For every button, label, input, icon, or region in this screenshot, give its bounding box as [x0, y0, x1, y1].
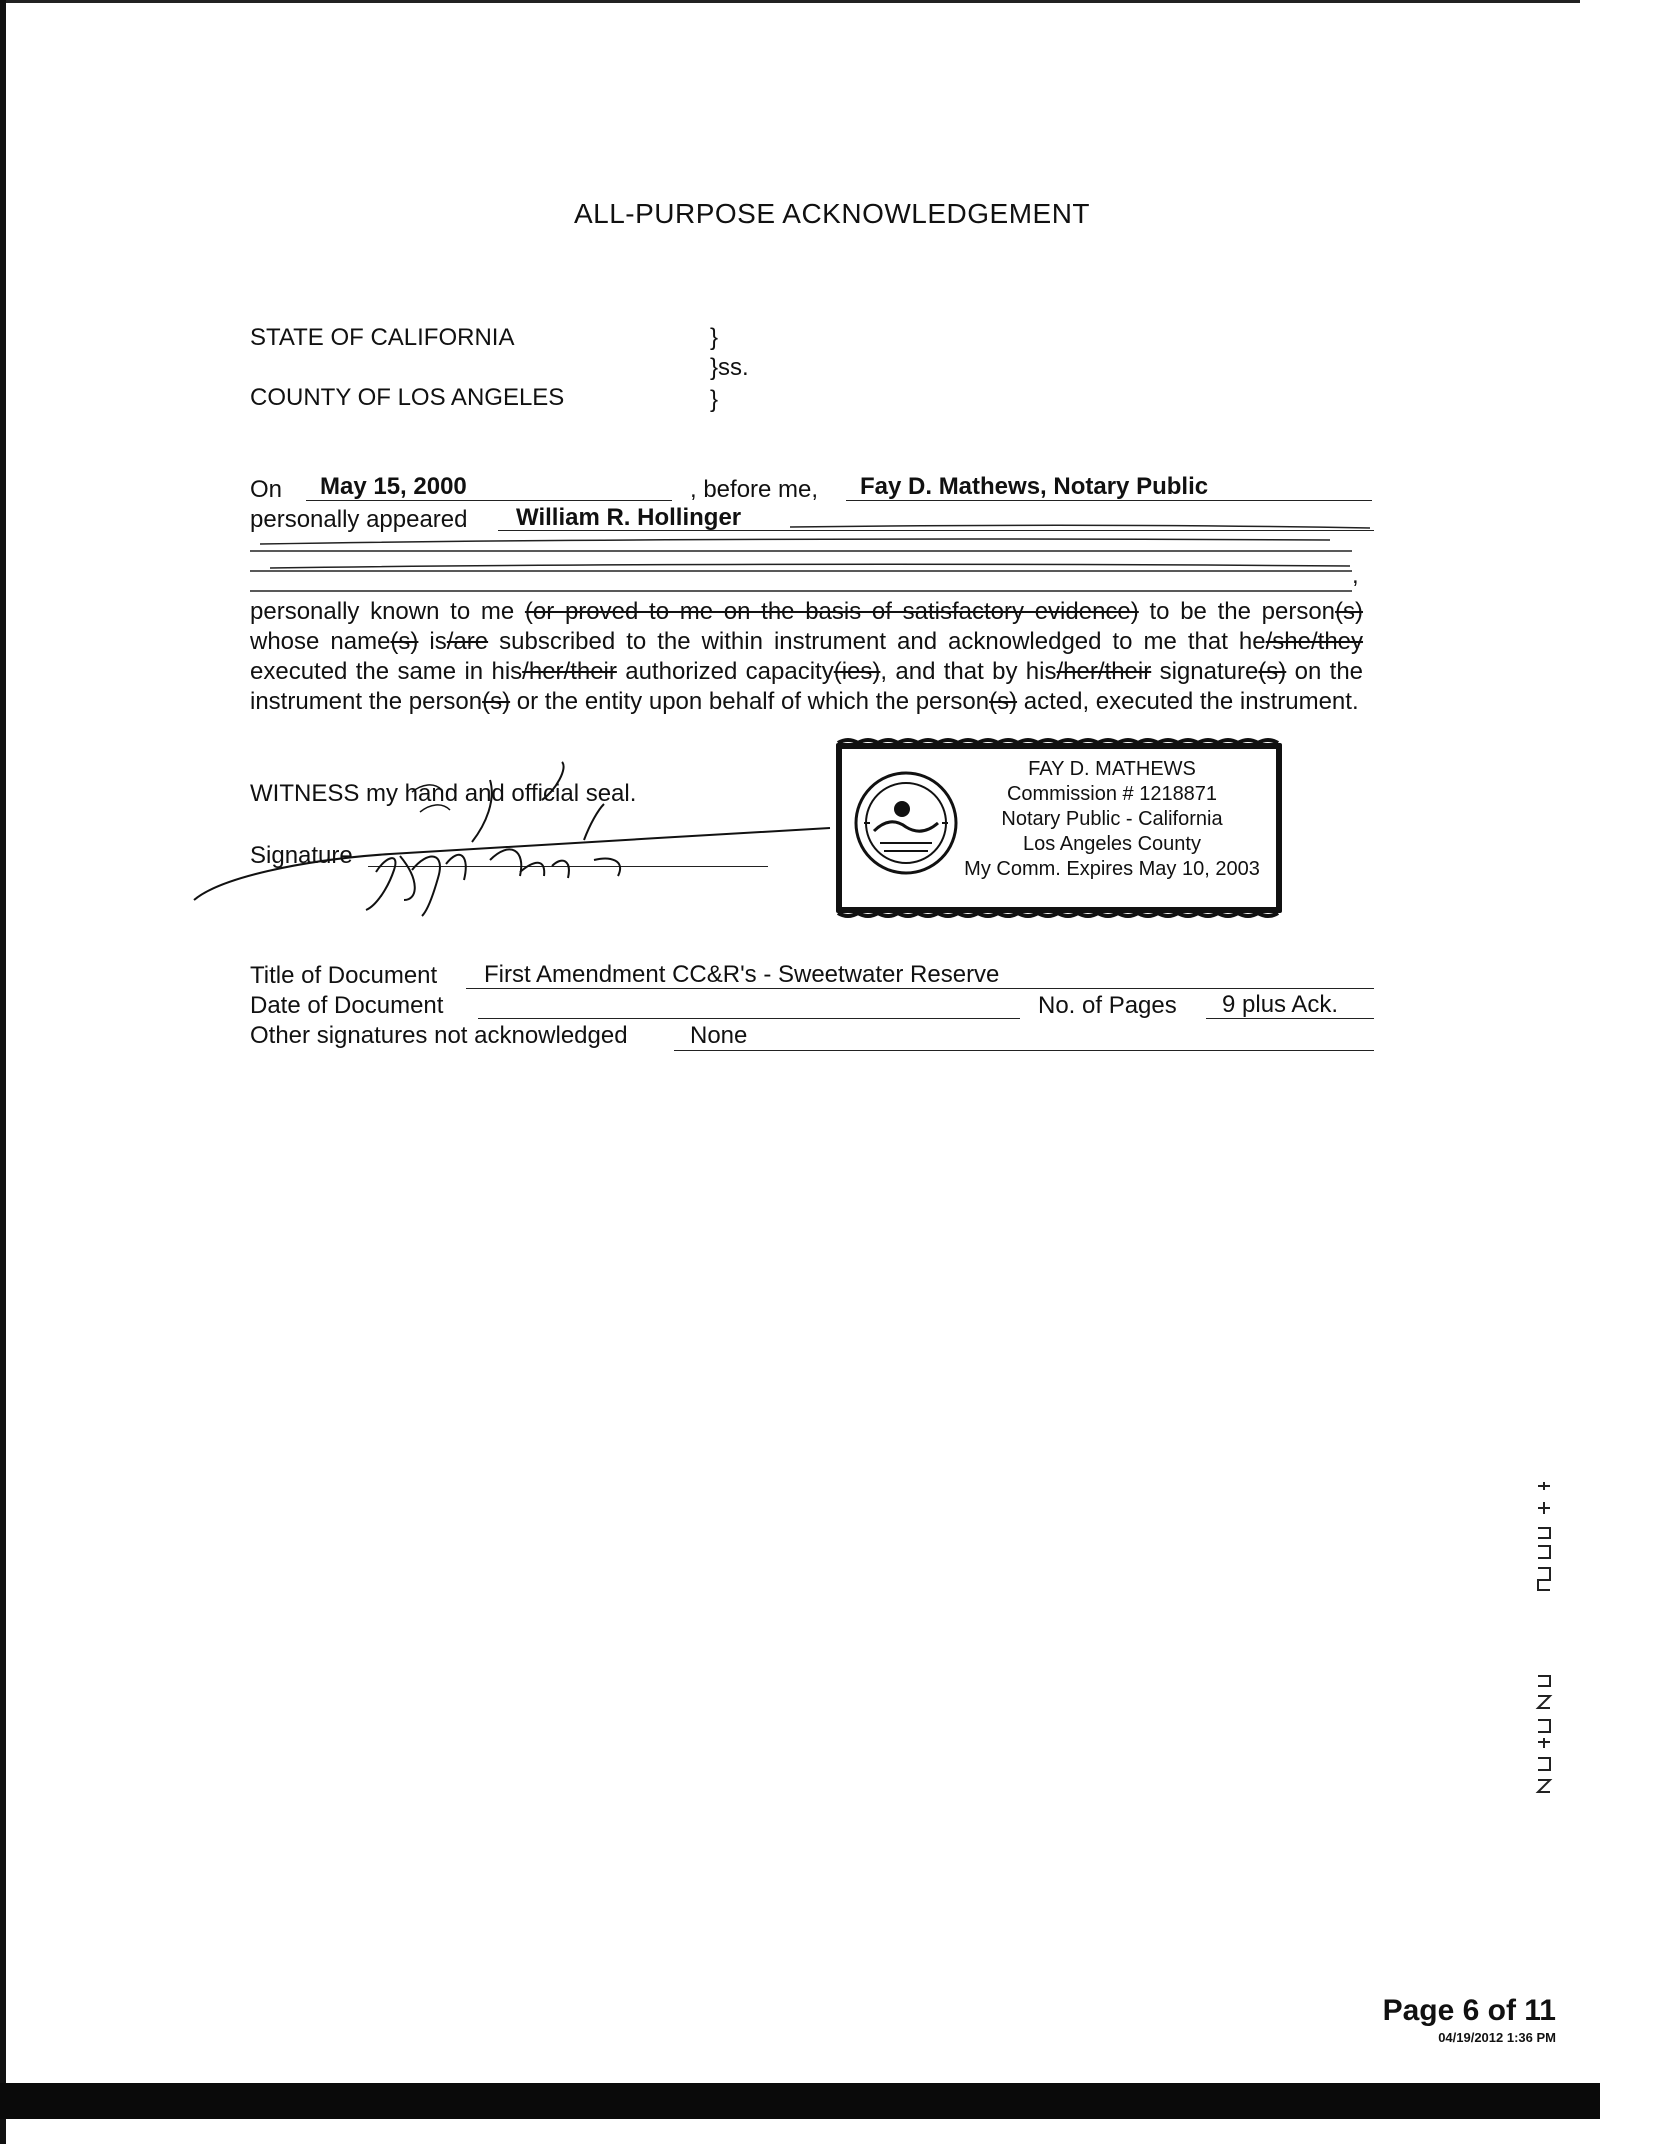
struck-evidence-clause: (or proved to me on the basis of satisfactory evidence)	[524, 598, 1139, 625]
para-text: signature	[1159, 658, 1259, 685]
stamp-county: Los Angeles County	[1023, 833, 1201, 855]
struck-she-they: /she/they	[1265, 628, 1364, 655]
struck-her-their: /her/their	[522, 658, 617, 685]
other-signatures-value: None	[690, 1022, 748, 1049]
appearance-comma: ,	[1352, 562, 1359, 589]
notary-stamp	[836, 743, 1282, 913]
signer-name: William R. Hollinger	[516, 504, 742, 531]
on-label: On	[250, 476, 283, 503]
unused-appearance-lines	[250, 514, 1380, 594]
struck-plural-mark: (s)	[1258, 658, 1287, 685]
handwritten-signature	[190, 760, 870, 920]
para-text: acted, executed the instrument.	[1023, 688, 1359, 715]
para-text: subscribed to the within instrument and acknowledged to me that he	[499, 628, 1266, 655]
struck-her-their: /her/their	[1056, 658, 1152, 685]
para-text: to be the person	[1149, 598, 1336, 625]
struck-ies-mark: (ies)	[833, 658, 881, 685]
recording-number-marks	[1530, 1480, 1560, 1800]
venue-brace-ss: }ss.	[710, 354, 749, 381]
acknowledgement-date: May 15, 2000	[320, 473, 467, 500]
struck-plural-mark: (s)	[390, 628, 419, 655]
print-timestamp: 04/19/2012 1:36 PM	[1438, 2030, 1556, 2045]
doc-date-line	[478, 1018, 1020, 1019]
stamp-role: Notary Public - California	[1001, 808, 1223, 830]
para-text: is	[429, 628, 447, 655]
venue-brace-bottom: }	[710, 386, 719, 413]
document-title: ALL-PURPOSE ACKNOWLEDGEMENT	[573, 198, 1091, 229]
appeared-label: personally appeared	[250, 506, 468, 533]
struck-plural-mark: (s)	[989, 688, 1018, 715]
other-signatures-label: Other signatures not acknowledged	[250, 1022, 628, 1049]
page-number: Page 6 of 11	[1382, 1994, 1556, 2027]
acknowledgement-paragraph	[250, 597, 1363, 717]
doc-title-label: Title of Document	[250, 962, 438, 989]
para-text: whose name	[250, 628, 391, 655]
para-text: personally known to me	[250, 598, 515, 625]
stamp-commission: Commission # 1218871	[1006, 783, 1218, 805]
venue-state: STATE OF CALIFORNIA	[250, 324, 515, 351]
pages-value: 9 plus Ack.	[1222, 991, 1339, 1018]
page-bottom-bar	[0, 2083, 1600, 2119]
venue-brace-top: }	[710, 324, 719, 351]
stamp-expiration: My Comm. Expires May 10, 2003	[964, 858, 1260, 880]
stamp-text-block	[962, 757, 1262, 882]
para-text: or the entity upon behalf of which the person	[516, 688, 990, 715]
para-text: on the instrument the person	[250, 658, 1364, 715]
other-signatures-line	[674, 1050, 1374, 1051]
before-me-label: , before me,	[690, 476, 819, 503]
notary-name: Fay D. Mathews, Notary Public	[860, 473, 1209, 500]
doc-date-label: Date of Document	[250, 992, 444, 1019]
para-text: executed the same in his	[250, 658, 523, 685]
witness-statement: WITNESS my hand and official seal.	[250, 780, 637, 807]
california-state-seal-icon	[850, 767, 962, 879]
signature-label: Signature	[250, 842, 353, 869]
struck-plural-mark: (s)	[482, 688, 511, 715]
page-footer	[1383, 1994, 1556, 2045]
struck-plural-mark: (s)	[1335, 598, 1364, 625]
page-top-border	[0, 0, 1580, 3]
struck-are: /are	[446, 628, 489, 655]
doc-title-value: First Amendment CC&R's - Sweetwater Reserve	[484, 961, 1000, 988]
pages-label: No. of Pages	[1038, 992, 1177, 1019]
para-text: authorized capacity	[625, 658, 834, 685]
page-left-border	[0, 0, 6, 2144]
stamp-notary-name: FAY D. MATHEWS	[1028, 758, 1196, 780]
venue-county: COUNTY OF LOS ANGELES	[250, 384, 565, 411]
para-text: , and that by his	[880, 658, 1057, 685]
